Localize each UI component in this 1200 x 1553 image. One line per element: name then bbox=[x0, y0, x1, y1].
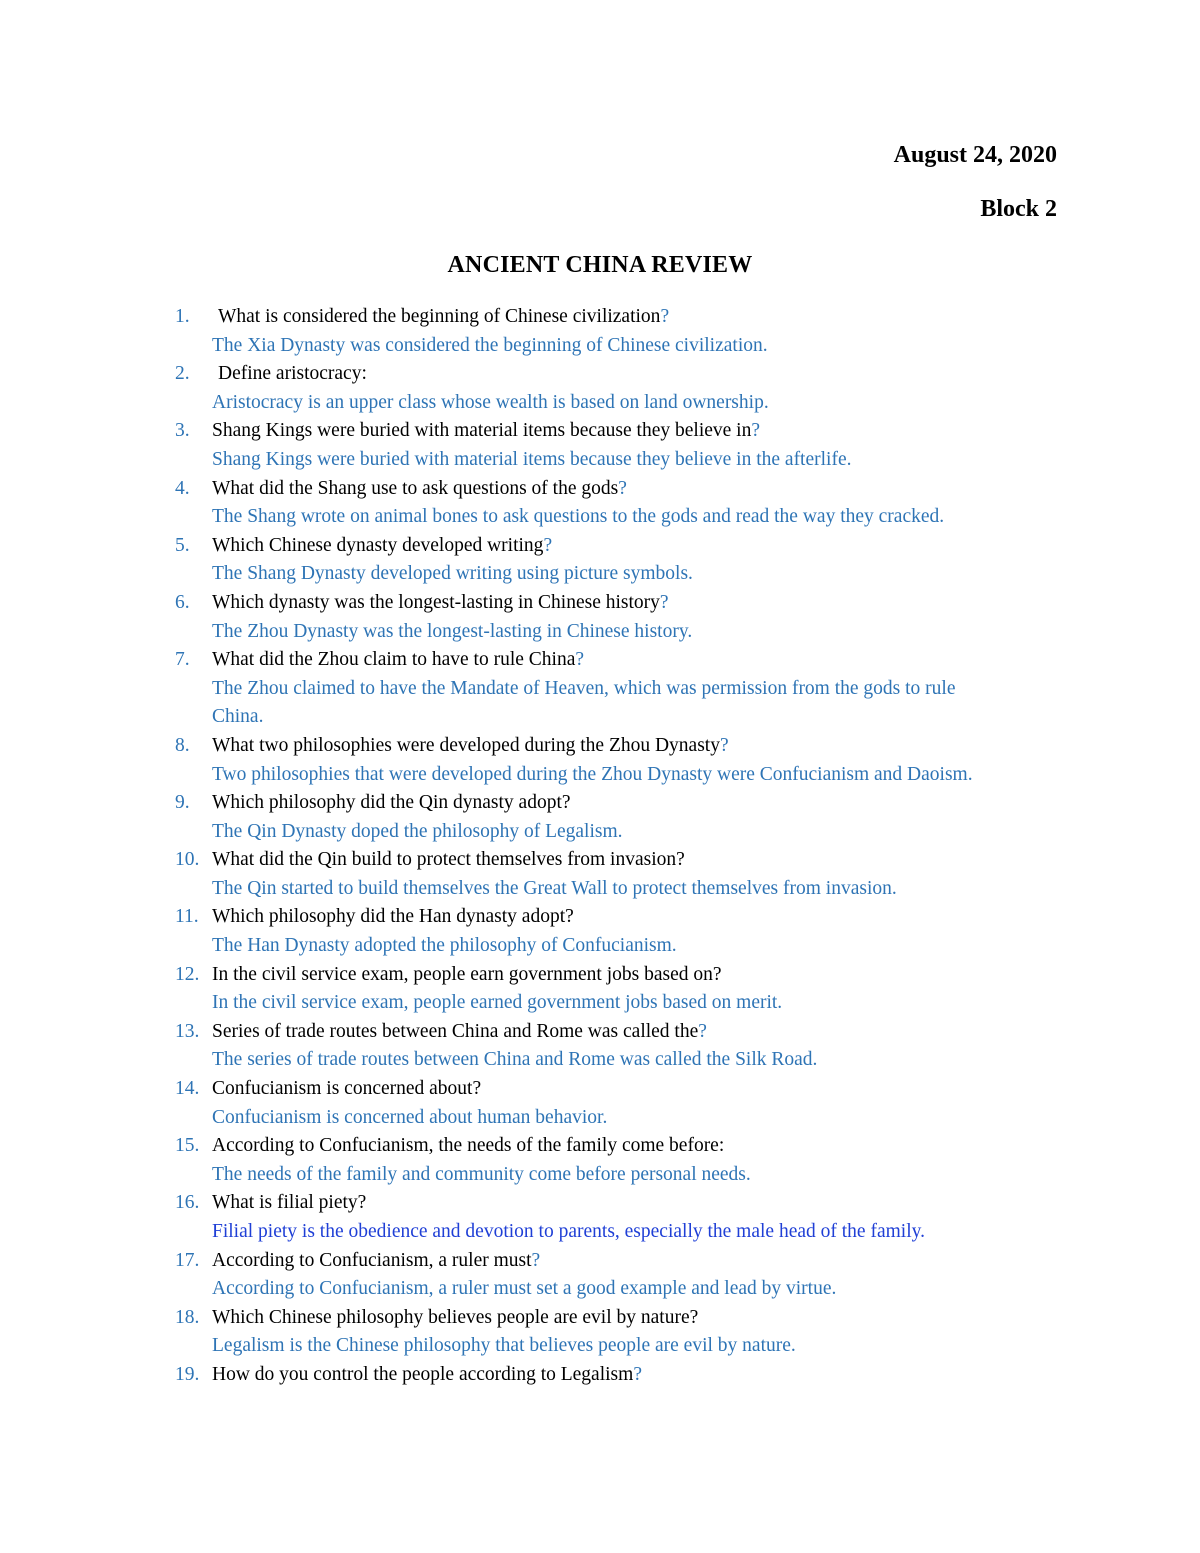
list-item bbox=[0, 1132, 1200, 1189]
question-text: What two philosophies were developed during the Zhou Dynasty? bbox=[212, 734, 729, 756]
item-number: 8. bbox=[175, 734, 190, 756]
answer-text: The Han Dynasty adopted the philosophy of Confucianism. bbox=[212, 935, 677, 957]
list-item bbox=[0, 1304, 1200, 1361]
item-number: 14. bbox=[175, 1078, 200, 1100]
item-number: 9. bbox=[175, 792, 190, 814]
item-number: 10. bbox=[175, 849, 200, 871]
answer-text: The Shang Dynasty developed writing using picture symbols. bbox=[212, 563, 693, 585]
list-item bbox=[0, 789, 1200, 846]
item-number: 7. bbox=[175, 649, 190, 671]
answer-text: Aristocracy is an upper class whose wealth is based on land ownership. bbox=[212, 391, 769, 413]
answer-text: Confucianism is concerned about human behavior. bbox=[212, 1106, 608, 1128]
item-number: 16. bbox=[175, 1192, 200, 1214]
answer-text: Filial piety is the obedience and devotion to parents, especially the male head of the family. bbox=[212, 1221, 925, 1242]
item-number: 5. bbox=[175, 534, 190, 556]
list-item bbox=[0, 589, 1200, 646]
question-text: According to Confucianism, the needs of the family come before: bbox=[212, 1135, 725, 1157]
question-text: Define aristocracy: bbox=[218, 363, 367, 385]
list-item bbox=[0, 1075, 1200, 1132]
block-header: Block 2 bbox=[980, 196, 1057, 222]
answer-text: The needs of the family and community come before personal needs. bbox=[212, 1163, 751, 1185]
item-number: 17. bbox=[175, 1249, 200, 1271]
question-text: What is filial piety? bbox=[212, 1192, 367, 1214]
item-number: 18. bbox=[175, 1306, 200, 1328]
item-number: 4. bbox=[175, 477, 190, 499]
answer-text: Shang Kings were buried with material items because they believe in the afterlife. bbox=[212, 448, 852, 470]
item-number: 12. bbox=[175, 963, 200, 985]
item-number: 13. bbox=[175, 1020, 200, 1042]
item-number: 15. bbox=[175, 1135, 200, 1157]
answer-text: The Zhou claimed to have the Mandate of Heaven, which was permission from the gods to rule bbox=[212, 677, 956, 699]
question-text: Confucianism is concerned about? bbox=[212, 1078, 482, 1100]
answer-text: The Shang wrote on animal bones to ask questions to the gods and read the way they cracked. bbox=[212, 506, 945, 528]
list-item bbox=[0, 1361, 1200, 1390]
list-item bbox=[0, 1247, 1200, 1304]
answer-text-continued: China. bbox=[212, 706, 264, 728]
list-item bbox=[0, 646, 1200, 732]
question-list bbox=[0, 303, 1200, 1390]
answer-text: The Xia Dynasty was considered the beginning of Chinese civilization. bbox=[212, 334, 768, 356]
answer-text: Two philosophies that were developed during the Zhou Dynasty were Confucianism and Daoism. bbox=[212, 763, 973, 785]
item-number: 6. bbox=[175, 591, 190, 613]
answer-text: The Qin Dynasty doped the philosophy of Legalism. bbox=[212, 820, 623, 842]
question-text: What is considered the beginning of Chinese civilization? bbox=[218, 306, 670, 327]
question-text: Which Chinese philosophy believes people are evil by nature? bbox=[212, 1306, 699, 1328]
list-item bbox=[0, 732, 1200, 789]
question-text: Shang Kings were buried with material items because they believe in? bbox=[212, 420, 760, 442]
list-item bbox=[0, 961, 1200, 1018]
document-title: ANCIENT CHINA REVIEW bbox=[447, 252, 753, 278]
answer-text: The Zhou Dynasty was the longest-lasting in Chinese history. bbox=[212, 620, 693, 642]
list-item bbox=[0, 360, 1200, 417]
item-number: 3. bbox=[175, 420, 190, 442]
answer-text: The series of trade routes between China and Rome was called the Silk Road. bbox=[212, 1049, 818, 1071]
question-text: In the civil service exam, people earn government jobs based on? bbox=[212, 963, 722, 985]
date-header: August 24, 2020 bbox=[893, 142, 1057, 168]
question-text: Which philosophy did the Han dynasty adopt? bbox=[212, 906, 574, 928]
item-number: 11. bbox=[175, 906, 199, 928]
question-text: What did the Shang use to ask questions of the gods? bbox=[212, 477, 627, 499]
question-text: Which philosophy did the Qin dynasty adopt? bbox=[212, 792, 571, 814]
answer-text: The Qin started to build themselves the Great Wall to protect themselves from invasion. bbox=[212, 877, 897, 899]
answer-text: Legalism is the Chinese philosophy that believes people are evil by nature. bbox=[212, 1335, 796, 1357]
item-number: 2. bbox=[175, 363, 190, 385]
list-item bbox=[0, 1189, 1200, 1246]
list-item bbox=[0, 532, 1200, 589]
question-text: Series of trade routes between China and Rome was called the? bbox=[212, 1020, 707, 1042]
list-item bbox=[0, 303, 1200, 360]
question-text: What did the Qin build to protect themselves from invasion? bbox=[212, 849, 685, 871]
item-number: 19. bbox=[175, 1363, 200, 1385]
list-item bbox=[0, 903, 1200, 960]
question-text: According to Confucianism, a ruler must? bbox=[212, 1249, 541, 1271]
list-item bbox=[0, 1018, 1200, 1075]
list-item bbox=[0, 846, 1200, 903]
question-text: How do you control the people according to Legalism? bbox=[212, 1363, 642, 1385]
question-text: Which Chinese dynasty developed writing? bbox=[212, 534, 553, 556]
list-item bbox=[0, 417, 1200, 474]
answer-text: In the civil service exam, people earned government jobs based on merit. bbox=[212, 992, 783, 1014]
item-number: 1. bbox=[175, 306, 190, 327]
answer-text: According to Confucianism, a ruler must set a good example and lead by virtue. bbox=[212, 1278, 837, 1300]
question-text: What did the Zhou claim to have to rule China? bbox=[212, 649, 585, 671]
question-text: Which dynasty was the longest-lasting in Chinese history? bbox=[212, 591, 669, 613]
list-item bbox=[0, 475, 1200, 532]
